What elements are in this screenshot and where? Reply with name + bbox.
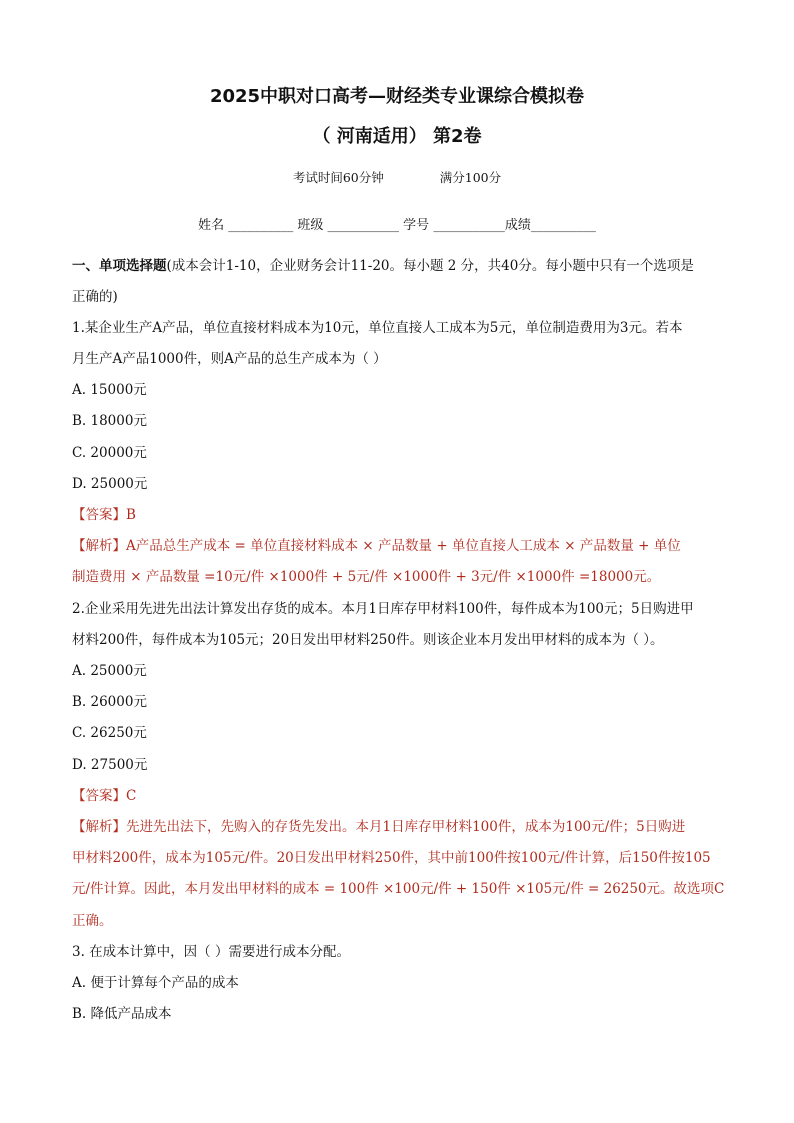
q2-option-c: C. 26250元 (72, 725, 147, 741)
q2-stem-cont: 材料200件，每件成本为105元；20日发出甲材料250件。则该企业本月发出甲材料的成本为（ ）。 (72, 632, 664, 648)
q1-option-c: C. 20000元 (72, 445, 147, 461)
section1-heading: 一、单项选择题 (72, 258, 167, 274)
q1-analysis-cont: 制造费用 × 产品数量 =10元/件 ×1000件 + 5元/件 ×1000件 + 3元/件 ×1000件 =18000元。 (72, 569, 661, 585)
q2-analysis-cont-1: 甲材料200件，成本为105元/件。20日发出甲材料250件，其中前100件按100元/件计算，后150件按105 (72, 850, 711, 866)
exam-title: 2025中职对口高考—财经类专业课综合模拟卷 (209, 86, 585, 107)
q1-analysis: 【解析】A产品总生产成本 = 单位直接材料成本 × 产品数量 + 单位直接人工成本 × 产品数量 + 单位 (72, 538, 681, 554)
student-info-line: 姓名 __________ 班级 ___________ 学号 ___________成绩__________ (198, 218, 596, 233)
full-score: 满分100分 (439, 170, 502, 185)
exam-subtitle: （ 河南适用） 第2卷 (312, 126, 482, 147)
q1-stem: 1.某企业生产A产品，单位直接材料成本为10元，单位直接人工成本为5元，单位制造费用为3元。若本 (72, 320, 683, 336)
q3-stem: 3. 在成本计算中，因（ ）需要进行成本分配。 (72, 944, 350, 960)
q1-option-d: D. 25000元 (72, 476, 148, 492)
q1-answer: 【答案】B (72, 507, 136, 523)
q3-option-b: B. 降低产品成本 (72, 1006, 172, 1022)
q1-option-b: B. 18000元 (72, 413, 147, 429)
q3-option-a: A. 便于计算每个产品的成本 (72, 975, 239, 991)
q2-option-a: A. 25000元 (72, 663, 147, 679)
q2-analysis-cont-2: 元/件计算。因此，本月发出甲材料的成本 = 100件 ×100元/件 + 150件 ×105元/件 = 26250元。故选项C (72, 881, 725, 897)
q2-option-b: B. 26000元 (72, 694, 147, 710)
q2-analysis: 【解析】先进先出法下，先购入的存货先发出。本月1日库存甲材料100件，成本为100元/件；5日购进 (72, 819, 686, 835)
q1-option-a: A. 15000元 (72, 382, 147, 398)
exam-time: 考试时间60分钟 (292, 170, 384, 185)
section1-desc-cont: 正确的) (72, 289, 118, 305)
q2-answer: 【答案】C (72, 788, 137, 804)
exam-meta (0, 168, 794, 186)
q2-option-d: D. 27500元 (72, 757, 148, 773)
q2-analysis-cont-3: 正确。 (72, 913, 113, 929)
q1-stem-cont: 月生产A产品1000件，则A产品的总生产成本为（ ） (72, 351, 387, 367)
q2-stem: 2.企业采用先进先出法计算发出存货的成本。本月1日库存甲材料100件，每件成本为100元；5日购进甲 (72, 601, 694, 617)
section1-desc: (成本会计1-10，企业财务会计11-20。每小题 2 分，共40分。每小题中只有一个选项是 (166, 258, 694, 274)
section1-heading-line (72, 256, 732, 276)
